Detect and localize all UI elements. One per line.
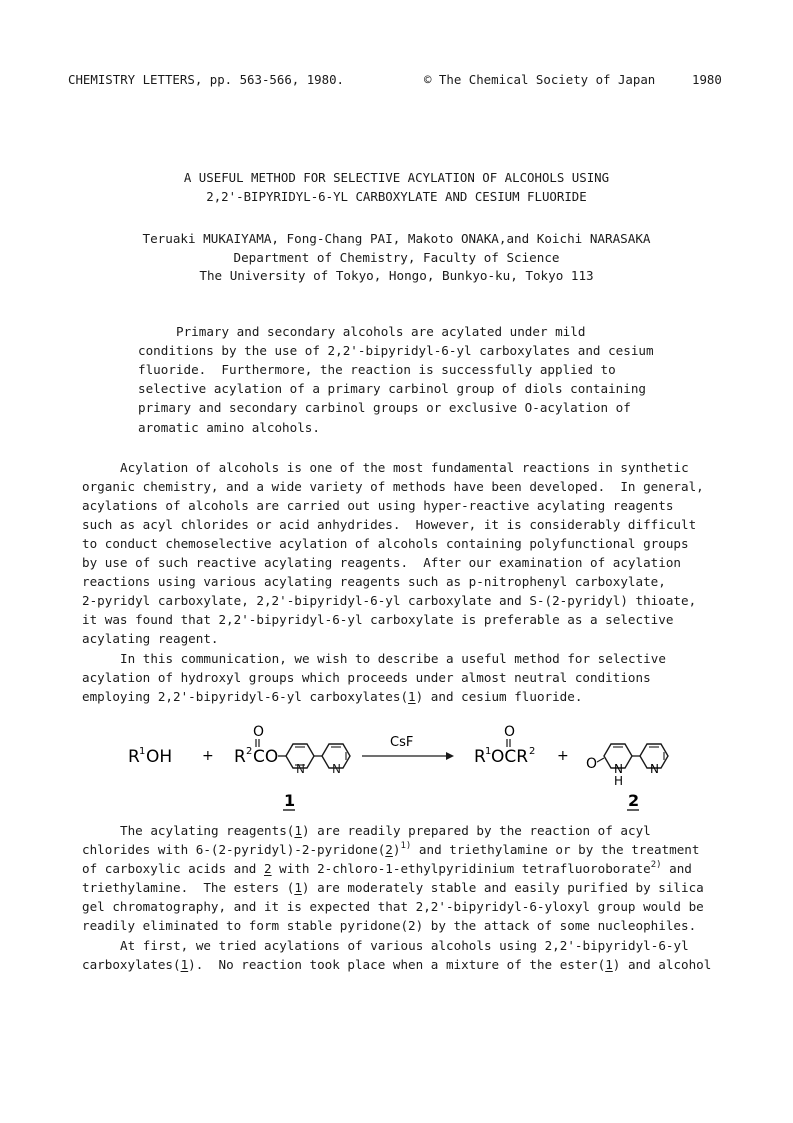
compound-ref: 1	[180, 957, 189, 972]
abstract-line: conditions by the use of 2,2'-bipyridyl-6-yl carboxylates and cesium	[138, 343, 654, 358]
carbonyl-bond	[597, 758, 604, 762]
abstract-line: selective acylation of a primary carbinol group of diols containing	[138, 381, 646, 396]
ring-n-2: N	[332, 762, 341, 776]
body-line: acylating reagent.	[82, 631, 219, 646]
body-line: The acylating reagents(1) are readily prepared by the reaction of acyl	[120, 823, 651, 838]
author-address: The University of Tokyo, Hongo, Bunkyo-ku, Tokyo 113	[199, 268, 594, 283]
body-line: by use of such reactive acylating reagents. After our examination of acylation	[82, 555, 681, 570]
body-line: acylations of alcohols are carried out using hyper-reactive acylating reagents	[82, 498, 674, 513]
body-line: to conduct chemoselective acylation of alcohols containing polyfunctional groups	[82, 536, 689, 551]
body-line: acylation of hydroxyl groups which proceeds under almost neutral conditions	[82, 670, 651, 685]
reagent-csf: CsF	[390, 735, 414, 750]
compound-ref: 1	[605, 957, 613, 972]
product-carbonyl-o: O	[504, 724, 516, 740]
compound-ref: 2	[385, 842, 393, 857]
arrow-head	[446, 752, 454, 760]
abstract-line: primary and secondary carbinol groups or exclusive O-acylation of	[138, 400, 631, 415]
journal-citation: CHEMISTRY LETTERS, pp. 563-566, 1980.	[68, 72, 345, 87]
plus-sign: +	[202, 748, 214, 764]
author-department: Department of Chemistry, Faculty of Science	[233, 250, 560, 265]
body-line: 2-pyridyl carboxylate, 2,2'-bipyridyl-6-yl carboxylate and S-(2-pyridyl) thioate,	[82, 593, 697, 608]
alcohol-r: R	[128, 747, 140, 767]
body-line: it was found that 2,2'-bipyridyl-6-yl carboxylate is preferable as a selective	[82, 612, 674, 627]
body-line: of carboxylic acids and 2 with 2-chloro-1-ethylpyridinium tetrafluoroborate$^{2)}$ and	[82, 859, 692, 876]
compound-ref: 1	[294, 823, 302, 838]
body-line: triethylamine. The esters (1) are moderately stable and easily purified by silica	[82, 880, 704, 895]
alcohol-r-sup: 1	[139, 746, 146, 757]
compound-ref: 1	[294, 880, 302, 895]
compound-label-1: 1	[284, 791, 296, 810]
pyridone-o: O	[586, 756, 598, 772]
body-line: At first, we tried acylations of various alcohols using 2,2'-bipyridyl-6-yl	[120, 938, 689, 953]
body-line: organic chemistry, and a wide variety of methods have been developed. In general,	[82, 479, 704, 494]
plus-sign: +	[557, 748, 569, 764]
product-r: R	[474, 747, 486, 767]
alcohol-oh: OH	[146, 747, 173, 767]
product-r2-sup: 2	[529, 746, 536, 757]
reagent-r: R	[234, 747, 246, 767]
body-line: reactions using various acylating reagents such as p-nitrophenyl carboxylate,	[82, 574, 666, 589]
publication-year: 1980	[692, 72, 722, 87]
paper-title-line-1: A USEFUL METHOD FOR SELECTIVE ACYLATION OF ALCOHOLS USING	[183, 170, 610, 185]
reagent-co: CO	[253, 747, 279, 767]
body-line: chlorides with $6-(2-pyridyl)-2-pyridone(2)^{1)}$ and triethylamine or by the treatment	[82, 840, 700, 857]
citation-ref: 2)	[650, 859, 662, 870]
compound-ref: 2	[263, 861, 272, 876]
pyridone-n: N	[614, 762, 623, 776]
author-names: Teruaki MUKAIYAMA, Fong-Chang PAI, Makoto ONAKA,and Koichi NARASAKA	[142, 231, 651, 246]
abstract-line: aromatic amino alcohols.	[138, 420, 320, 435]
ring-n-1: N	[296, 762, 305, 776]
paper-title-line-2: 2,2'-BIPYRIDYL-6-YL CARBOXYLATE AND CESIUM FLUORIDE	[206, 189, 587, 204]
compound-ref: 1	[408, 689, 416, 704]
body-line: employing 2,2'-bipyridyl-6-yl carboxylates(1) and cesium fluoride.	[82, 689, 583, 704]
body-line: gel chromatography, and it is expected that 2,2'-bipyridyl-6-yloxyl group would be	[82, 899, 704, 914]
body-line: carboxylates(1). No reaction took place when a mixture of the ester(1) and alcohol	[82, 957, 712, 972]
body-line: readily eliminated to form stable pyridone(2) by the attack of some nucleophiles.	[82, 918, 697, 933]
carbonyl-o: O	[253, 724, 265, 740]
citation-ref: 1)	[400, 840, 412, 851]
product-ocr: OCR	[491, 747, 529, 767]
body-line: In this communication, we wish to describe a useful method for selective	[120, 651, 666, 666]
body-line: such as acyl chlorides or acid anhydrides. However, it is considerably difficult	[82, 517, 697, 532]
compound-label-2: 2	[628, 791, 640, 810]
reagent-r-sup: 2	[246, 746, 253, 757]
body-line: Acylation of alcohols is one of the most fundamental reactions in synthetic	[120, 460, 689, 475]
pyridone-h: H	[614, 774, 624, 788]
pyridone-n-2: N	[650, 762, 659, 776]
abstract-line: Primary and secondary alcohols are acylated under mild	[176, 324, 586, 339]
reaction-scheme	[0, 720, 793, 820]
copyright-notice: © The Chemical Society of Japan	[424, 72, 656, 87]
abstract-line: fluoride. Furthermore, the reaction is successfully applied to	[138, 362, 616, 377]
product-r-sup: 1	[485, 746, 492, 757]
